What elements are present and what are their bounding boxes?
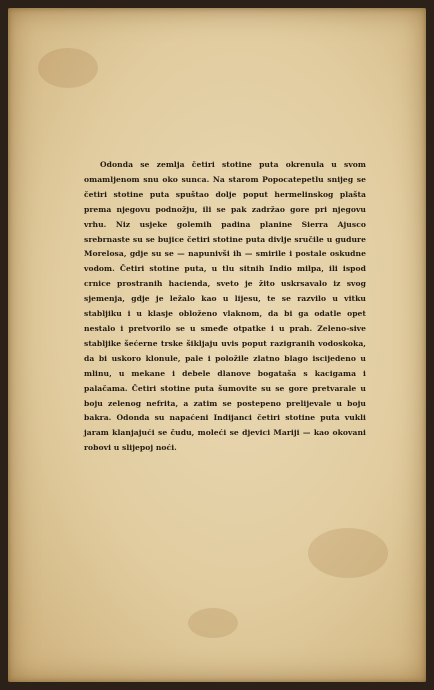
- text-block: [84, 158, 366, 456]
- paper-stain: [188, 608, 238, 638]
- paper-stain: [38, 48, 98, 88]
- body-paragraph: Odonda se zemlja četiri stotine puta okrenula u svom omamljenom snu oko sunca. Na starom Popocatepetlu snijeg se četiri stotine puta spuštao dolje poput hermelinskog plašta prema njegovu podnožju, ili se pak zadržao gore pri njegovu vrhu. Niz usjeke golemih padina planine Sierra Ajusco srebrnaste su se bujice četiri stotine puta divlje sručile u gudure Morelosa, gdje su se — napunivši ih — smirile i postale oskudne vodom. Četiri stotine puta, u tlu sitnih Indio milpa, ili ispod crnice prostranih hacienda, sveto je žito uskrsavalo iz svog sjemenja, gdje je ležalo kao u lijesu, te se razvilo u vitku stabljiku i u klasje obloženo vlaknom, da bi ga odatle opet nestalo i pretvorilo se u smeđe otpatke i u prah. Zeleno-sive stabljike šećerne trske šikljaju uvis poput razigranih vodoskoka, da bi uskoro klonule, pale i položile zlatno blago isciјedeno u mlinu, u mekane i debele dlanove bogataša s kacigama i palačama. Četiri stotine puta šumovite su se gore pretvarale u boju zelenog nefrita, a zatim se postepeno prelijevale u boju bakra. Odonda su napaćeni Indijanci četiri stotine puta vukli jaram klanjajući se čudu, moleći se djevici Mariji — kao okovani robovi u slijepoj noći.: [84, 160, 366, 453]
- book-page: [8, 8, 426, 682]
- paper-stain: [308, 528, 388, 578]
